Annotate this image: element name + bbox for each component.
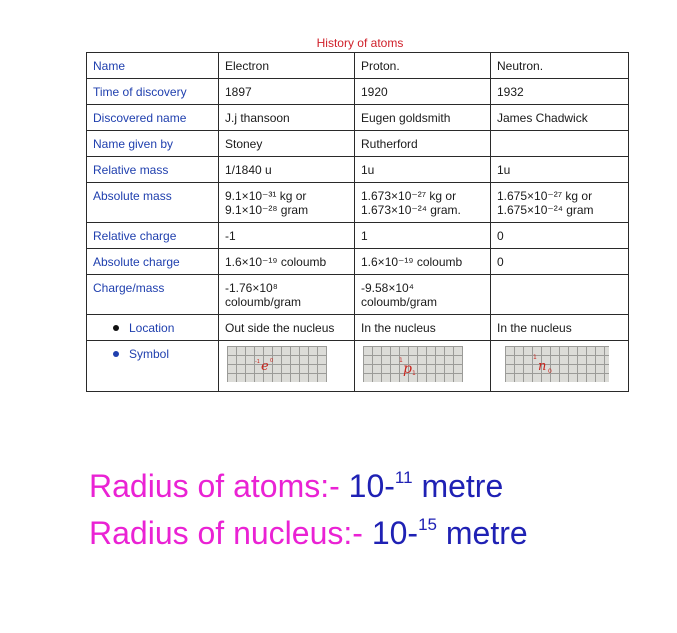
table-row [87,341,629,392]
proton-relative-mass: 1u [355,157,491,183]
proton-charge-mass-value: -9.58×10⁴ [361,281,414,295]
svg-text:0: 0 [270,358,274,364]
atom-radius-value [349,468,504,504]
atom-radius-label: Radius of atoms:- [89,468,340,504]
electron-location: Out side the nucleus [219,315,355,341]
neutron-symbol-photo [505,346,609,382]
table-row [87,157,629,183]
row-label-discovered-name: Discovered name [87,105,219,131]
table-row [87,53,629,79]
electron-relative-mass: 1/1840 u [219,157,355,183]
electron-absolute-mass [219,183,355,223]
atom-radius-exponent: 11 [394,468,413,487]
symbol-label-text: Symbol [129,347,170,361]
nucleus-radius-exponent: 15 [418,515,437,534]
atom-radius-line [89,468,503,505]
row-label-name: Name [87,53,219,79]
neutron-discovery-year: 1932 [491,79,629,105]
row-label-relative-mass: Relative mass [87,157,219,183]
neutron-named-by [491,131,629,157]
neutron-absolute-charge: 0 [491,249,629,275]
proton-discovery-year: 1920 [355,79,491,105]
nucleus-radius-label: Radius of nucleus:- [89,515,363,551]
svg-text:1: 1 [412,370,416,377]
svg-text:0: 0 [548,368,552,375]
svg-text:1: 1 [399,357,403,364]
electron-discoverer: J.j thansoon [219,105,355,131]
row-label-symbol [87,341,219,392]
row-label-absolute-mass: Absolute mass [87,183,219,223]
electron-charge-mass-unit: coloumb/gram [225,295,302,309]
table-row [87,223,629,249]
row-label-charge-mass: Charge/mass [87,275,219,315]
electron-charge-mass-value: -1.76×10⁸ [225,281,278,295]
bullet-icon [113,351,119,357]
neutron-location: In the nucleus [491,315,629,341]
neutron-absolute-mass-kg: 1.675×10⁻²⁷ kg or [497,189,593,203]
header-proton: Proton. [355,53,491,79]
nucleus-radius-line [89,515,528,552]
atoms-history-table [86,52,629,392]
atom-radius-unit: metre [421,468,504,504]
table-row [87,183,629,223]
header-neutron: Neutron. [491,53,629,79]
row-label-location [87,315,219,341]
electron-relative-charge: -1 [219,223,355,249]
electron-symbol-photo [227,346,327,382]
proton-relative-charge: 1 [355,223,491,249]
svg-text:p: p [403,361,412,377]
table-row [87,315,629,341]
bullet-icon [113,325,119,331]
table-row [87,79,629,105]
proton-symbol-photo [363,346,463,382]
neutron-symbol-cell [491,341,629,392]
neutron-charge-mass [491,275,629,315]
nucleus-radius-value [372,515,528,551]
electron-absolute-charge: 1.6×10⁻¹⁹ coloumb [219,249,355,275]
neutron-relative-charge: 0 [491,223,629,249]
neutron-absolute-mass-gram: 1.675×10⁻²⁴ gram [497,203,594,217]
proton-absolute-mass-kg: 1.673×10⁻²⁷ kg or [361,189,457,203]
proton-discoverer: Eugen goldsmith [355,105,491,131]
neutron-absolute-mass [491,183,629,223]
atom-radius-base: 10- [348,468,395,504]
electron-absolute-mass-kg: 9.1×10⁻³¹ kg or [225,189,307,203]
proton-location: In the nucleus [355,315,491,341]
table-row [87,275,629,315]
row-label-absolute-charge: Absolute charge [87,249,219,275]
svg-text:n: n [538,359,547,374]
table-row [87,131,629,157]
proton-symbol-cell [355,341,491,392]
nucleus-radius-unit: metre [445,515,528,551]
electron-symbol-cell [219,341,355,392]
svg-text:-1: -1 [255,359,260,365]
electron-named-by: Stoney [219,131,355,157]
row-label-time-of-discovery: Time of discovery [87,79,219,105]
header-electron: Electron [219,53,355,79]
svg-text:1: 1 [533,354,537,361]
electron-absolute-mass-gram: 9.1×10⁻²⁸ gram [225,203,309,217]
document-title: History of atoms [316,36,404,50]
table-row [87,105,629,131]
neutron-discoverer: James Chadwick [491,105,629,131]
neutron-relative-mass: 1u [491,157,629,183]
proton-charge-mass [355,275,491,315]
row-label-relative-charge: Relative charge [87,223,219,249]
table-row [87,249,629,275]
location-label-text: Location [129,321,175,335]
proton-absolute-mass-gram: 1.673×10⁻²⁴ gram. [361,203,461,217]
proton-charge-mass-unit: coloumb/gram [361,295,438,309]
electron-charge-mass [219,275,355,315]
proton-absolute-charge: 1.6×10⁻¹⁹ coloumb [355,249,491,275]
proton-named-by: Rutherford [355,131,491,157]
electron-discovery-year: 1897 [219,79,355,105]
nucleus-radius-base: 10- [371,515,419,551]
svg-text:e: e [261,359,269,374]
row-label-name-given-by: Name given by [87,131,219,157]
proton-absolute-mass [355,183,491,223]
